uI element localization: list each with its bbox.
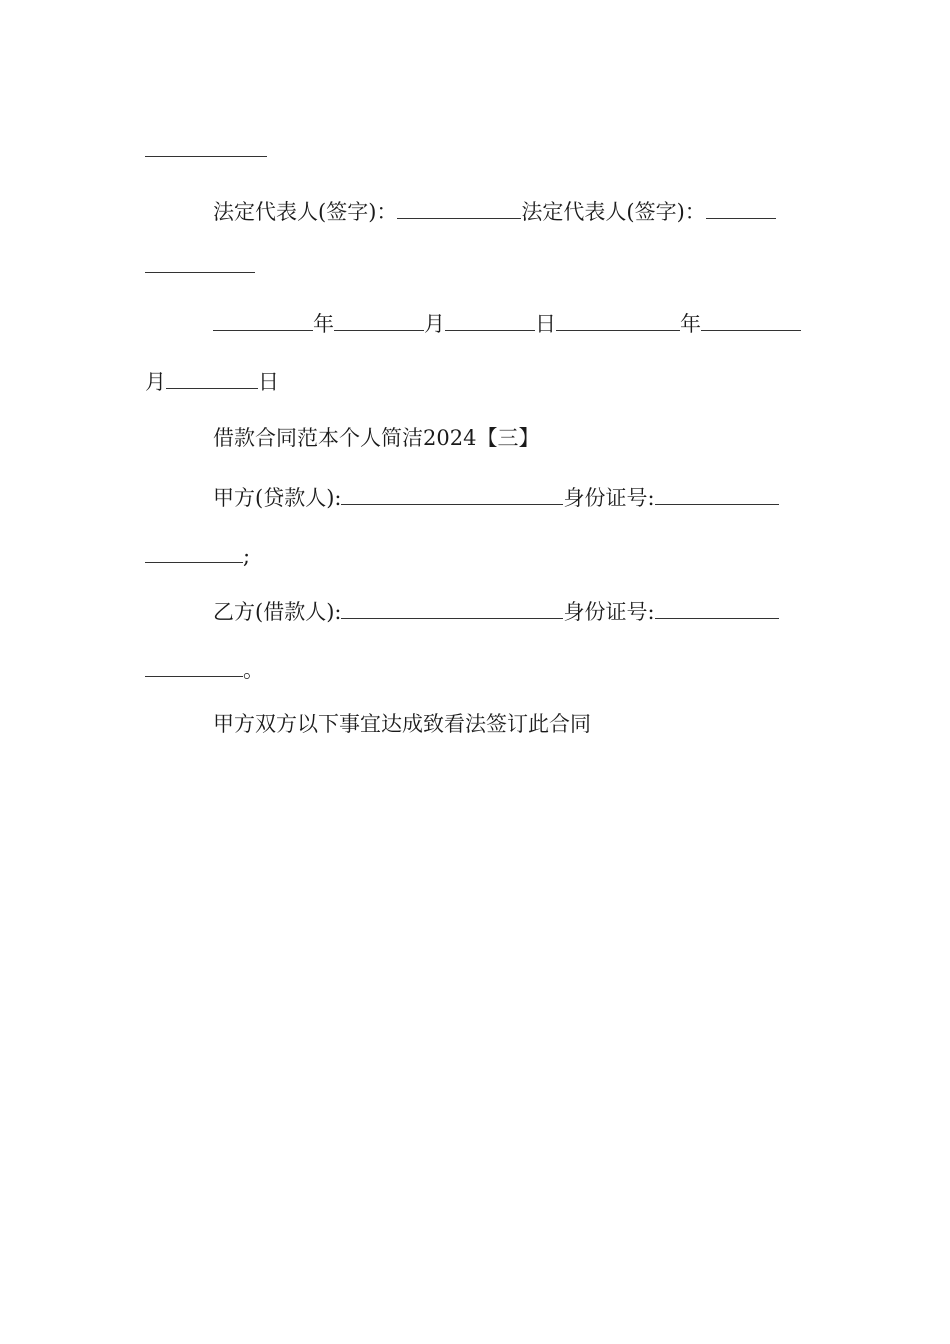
month-label-b: 月 [145, 370, 166, 394]
signature-blank-b [706, 196, 776, 219]
party-a-continuation-line [145, 540, 810, 570]
day-blank-b [166, 366, 258, 389]
party-b-line [213, 596, 810, 626]
continuation-blank-line [145, 134, 810, 164]
period-mark: 。 [243, 658, 264, 682]
month-label-a: 月 [424, 312, 445, 336]
day-label-b: 日 [258, 370, 279, 394]
date-continuation-line [145, 366, 810, 396]
party-a-id-label: 身份证号: [563, 486, 655, 510]
date-line [213, 308, 810, 338]
blank-field [145, 134, 267, 157]
party-b-label: 乙方(借款人): [213, 600, 342, 624]
party-b-name-blank [341, 596, 563, 619]
month-blank-b-start [701, 308, 801, 331]
signature-blank-a [397, 196, 521, 219]
signature-line [213, 196, 810, 226]
day-label-a: 日 [535, 312, 556, 336]
month-blank-a [334, 308, 424, 331]
party-a-label: 甲方(贷款人): [213, 486, 342, 510]
party-a-name-blank [341, 482, 563, 505]
party-a-id-blank-continued [145, 540, 243, 563]
year-blank-a [213, 308, 313, 331]
closing-statement [213, 710, 810, 738]
party-b-id-blank-continued [145, 654, 243, 677]
blank-field [145, 250, 255, 273]
signature-label-party-b: 法定代表人(签字)： [521, 200, 706, 224]
party-b-id-label: 身份证号: [563, 600, 655, 624]
year-label-b: 年 [680, 312, 701, 336]
section-title [213, 424, 810, 452]
year-blank-b [556, 308, 680, 331]
section-title-text: 借款合同范本个人简洁2024【三】 [213, 426, 540, 450]
year-label-a: 年 [313, 312, 334, 336]
signature-label-party-a: 法定代表人(签字)： [213, 200, 398, 224]
signature-continuation-line [145, 250, 810, 280]
semicolon-mark: ; [243, 544, 251, 568]
closing-statement-text: 甲方双方以下事宜达成致看法签订此合同 [213, 712, 591, 736]
party-a-id-blank [655, 482, 779, 505]
party-b-id-blank [655, 596, 779, 619]
party-a-line [213, 482, 810, 512]
day-blank-a [445, 308, 535, 331]
party-b-continuation-line [145, 654, 810, 684]
